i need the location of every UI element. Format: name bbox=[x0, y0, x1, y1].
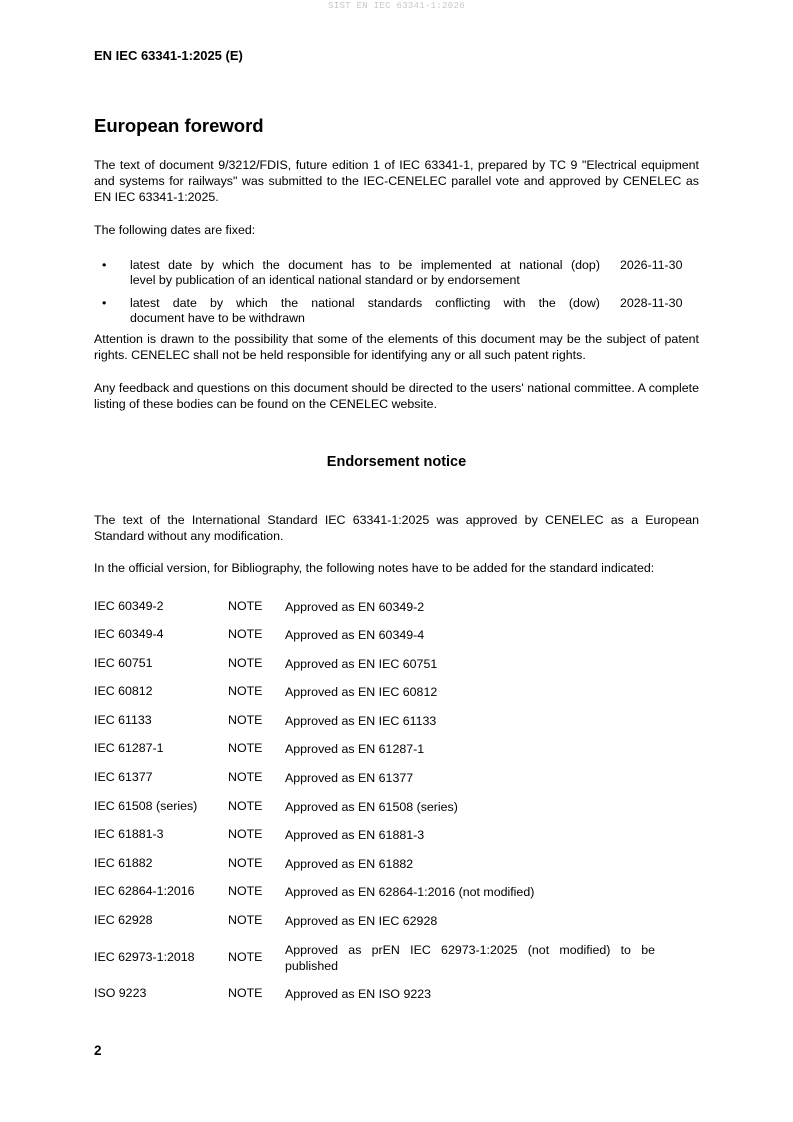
standard-reference: IEC 60751 bbox=[94, 656, 153, 670]
approval-text: Approved as EN 61377 bbox=[285, 771, 414, 785]
standard-reference: IEC 61508 (series) bbox=[94, 799, 198, 813]
bullet-symbol: • bbox=[102, 258, 107, 272]
foreword-paragraph-patents: Attention is drawn to the possibility that some of the elements of this document may be the subject of patent rights. CENELEC shall not be held responsible for identifying any or all such patent rights. bbox=[94, 332, 699, 363]
date-dop: 2026-11-30 bbox=[620, 258, 683, 272]
standard-reference: IEC 60812 bbox=[94, 684, 153, 698]
foreword-title: European foreword bbox=[94, 115, 264, 136]
standard-reference: IEC 60349-2 bbox=[94, 599, 164, 613]
standard-reference: IEC 61133 bbox=[94, 713, 152, 727]
approval-text: Approved as EN IEC 61133 bbox=[285, 714, 437, 728]
bullet-word: national bbox=[519, 258, 563, 272]
bullet-word: the bbox=[280, 296, 299, 310]
approval-text: Approved as EN 62864-1:2016 (not modified) bbox=[285, 885, 535, 899]
approval-text: Approved as EN 61287-1 bbox=[285, 742, 425, 756]
bullet-word: has bbox=[351, 258, 372, 272]
approval-text: Approved as EN IEC 60751 bbox=[285, 657, 438, 671]
bullet-word: standards bbox=[367, 296, 423, 310]
foreword-paragraph-2: The following dates are fixed: bbox=[94, 223, 256, 237]
table-row bbox=[94, 913, 699, 937]
bullet-word: at bbox=[500, 258, 511, 272]
note-label: NOTE bbox=[228, 799, 263, 813]
table-row bbox=[94, 942, 699, 973]
standard-reference: IEC 62864-1:2016 bbox=[94, 884, 195, 898]
endorsement-paragraph-2: In the official version, for Bibliography, the following notes have to be added for the standard indicated: bbox=[94, 561, 655, 575]
note-label: NOTE bbox=[228, 684, 263, 698]
bullet-word: latest bbox=[130, 258, 160, 272]
standard-reference: IEC 61882 bbox=[94, 856, 153, 870]
approval-text: Approved as EN 61881-3 bbox=[285, 828, 425, 842]
approval-text: Approved as EN IEC 60812 bbox=[285, 685, 438, 699]
page-number: 2 bbox=[94, 1043, 102, 1058]
note-label: NOTE bbox=[228, 599, 263, 613]
note-label: NOTE bbox=[228, 627, 263, 641]
table-row bbox=[94, 656, 699, 680]
foreword-paragraph-feedback: Any feedback and questions on this document should be directed to the users' national committee. A complete listing of these bodies can be found on the CENELEC website. bbox=[94, 381, 699, 412]
bullet-line-1 bbox=[130, 258, 600, 273]
note-label: NOTE bbox=[228, 856, 263, 870]
table-row bbox=[94, 627, 699, 651]
bullet-word: date bbox=[168, 258, 193, 272]
bullet-word: the bbox=[262, 258, 280, 272]
table-row bbox=[94, 599, 699, 623]
approval-text: Approved as EN ISO 9223 bbox=[285, 987, 432, 1001]
note-label: NOTE bbox=[228, 986, 263, 1000]
bullet-word: which bbox=[222, 258, 255, 272]
note-label: NOTE bbox=[228, 713, 263, 727]
bullet-word: to bbox=[379, 258, 391, 272]
bullet-word: conflicting bbox=[435, 296, 491, 310]
watermark: SIST EN IEC 63341-1:2026 bbox=[328, 1, 465, 11]
table-row bbox=[94, 884, 699, 908]
endorsement-paragraph-1: The text of the International Standard IEC 63341-1:2025 was approved by CENELEC as a European Standard without any modification. bbox=[94, 513, 699, 544]
foreword-paragraph-1: The text of document 9/3212/FDIS, future edition 1 of IEC 63341-1, prepared by TC 9 "Electrical equipment and systems for railways" was submitted to the IEC-CENELEC parallel vote and approved by CENELEC as EN IEC 63341-1:2025. bbox=[94, 158, 699, 205]
bullet-word: national bbox=[311, 296, 355, 310]
bullet-word: which bbox=[236, 296, 268, 310]
approval-text: Approved as EN IEC 62928 bbox=[285, 914, 438, 928]
approval-text: Approved as EN 61882 bbox=[285, 857, 414, 871]
date-dow: 2028-11-30 bbox=[620, 296, 683, 310]
standard-reference: IEC 60349-4 bbox=[94, 627, 164, 641]
bullet-word: by bbox=[209, 296, 224, 310]
bullet-line-2: document have to be withdrawn bbox=[130, 311, 305, 326]
note-label: NOTE bbox=[228, 827, 263, 841]
approval-text: Approved as EN 61508 (series) bbox=[285, 800, 458, 814]
approval-text: Approved as prEN IEC 62973-1:2025 (not modified) to be published bbox=[285, 943, 655, 973]
table-row bbox=[94, 827, 699, 851]
table-row bbox=[94, 799, 699, 823]
bullet-line-2: level by publication of an identical national standard or by endorsement bbox=[130, 273, 520, 288]
table-row bbox=[94, 986, 699, 1010]
bullet-word: by bbox=[200, 258, 214, 272]
table-row bbox=[94, 741, 699, 765]
bullet-word: (dow) bbox=[568, 296, 600, 310]
bullet-word: latest bbox=[130, 296, 160, 310]
note-label: NOTE bbox=[228, 741, 263, 755]
table-row bbox=[94, 684, 699, 708]
bullet-word: date bbox=[172, 296, 197, 310]
table-row bbox=[94, 713, 699, 737]
table-row bbox=[94, 856, 699, 880]
note-label: NOTE bbox=[228, 950, 263, 964]
bullet-symbol: • bbox=[102, 296, 107, 310]
approval-text: Approved as EN 60349-4 bbox=[285, 628, 425, 642]
table-row bbox=[94, 770, 699, 794]
endorsement-title: Endorsement notice bbox=[326, 454, 467, 470]
bullet-word: implemented bbox=[420, 258, 492, 272]
bullet-word: with bbox=[503, 296, 526, 310]
standard-reference: IEC 62928 bbox=[94, 913, 153, 927]
standard-reference: IEC 61881-3 bbox=[94, 827, 164, 841]
standard-reference: IEC 62973-1:2018 bbox=[94, 950, 195, 964]
note-label: NOTE bbox=[228, 770, 263, 784]
bullet-word: (dop) bbox=[571, 258, 600, 272]
note-label: NOTE bbox=[228, 884, 263, 898]
note-label: NOTE bbox=[228, 913, 263, 927]
approval-text: Approved as EN 60349-2 bbox=[285, 600, 425, 614]
note-label: NOTE bbox=[228, 656, 263, 670]
bullet-word: be bbox=[398, 258, 413, 272]
bullet-line-1 bbox=[130, 296, 600, 311]
bullet-word: document bbox=[288, 258, 343, 272]
standard-reference: IEC 61377 bbox=[94, 770, 153, 784]
document-id-header: EN IEC 63341-1:2025 (E) bbox=[94, 48, 243, 63]
standard-reference: IEC 61287-1 bbox=[94, 741, 164, 755]
bullet-word: the bbox=[538, 296, 556, 310]
standard-reference: ISO 9223 bbox=[94, 986, 147, 1000]
